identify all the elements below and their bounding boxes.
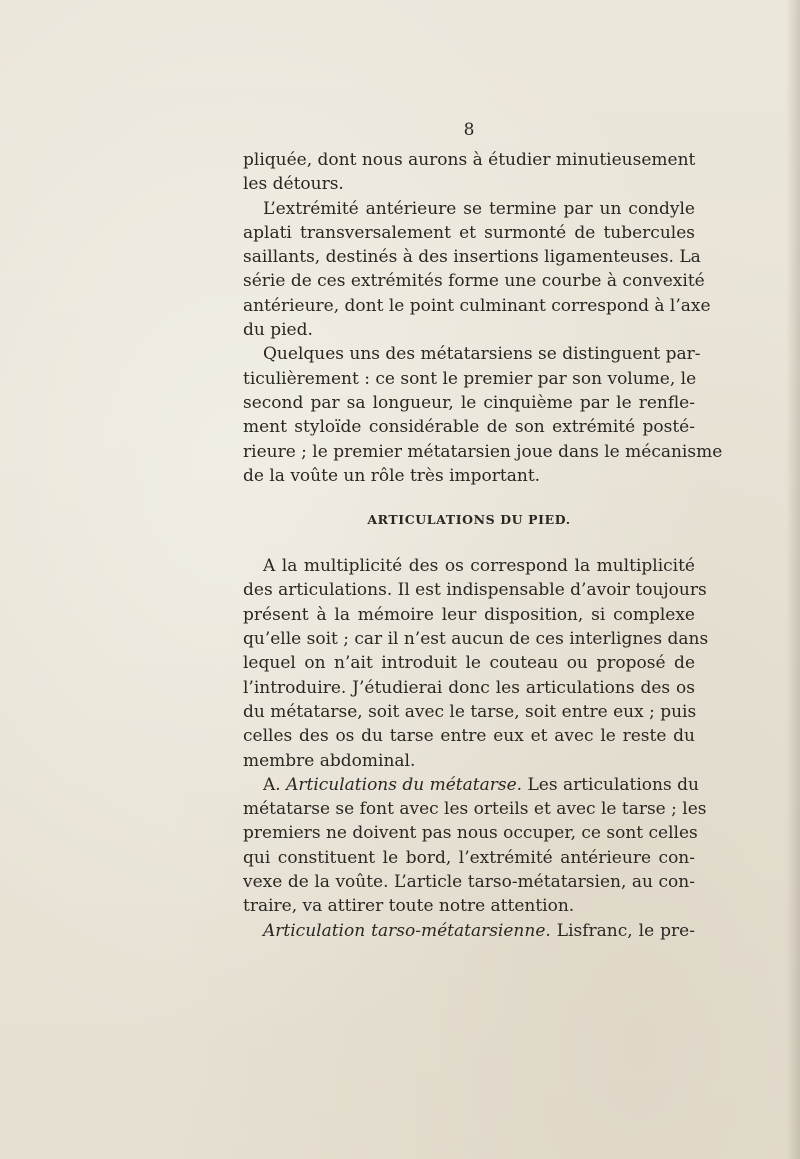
text-line: rieure ; le premier métatarsien joue dans le mécanisme xyxy=(243,441,723,462)
paragraph-4 xyxy=(243,554,709,773)
text-line: l’introduire. J’étudierai donc les articulations des os xyxy=(243,677,695,698)
subsection-title: Articulations du métatarse. xyxy=(286,774,523,795)
page-number: 8 xyxy=(463,120,475,140)
text-line: aplati transversalement et surmonté de tubercules xyxy=(243,222,695,243)
text-line: pliquée, dont nous aurons à étudier minutieusement xyxy=(243,150,696,170)
text-line: du métatarse, soit avec le tarse, soit entre eux ; puis xyxy=(243,701,697,722)
text-block xyxy=(243,118,723,943)
text-line: présent à la mémoire leur disposition, si complexe xyxy=(243,604,695,625)
text-line: A la multiplicité des os correspond la multiplicité xyxy=(263,556,695,577)
text-line: métatarse se font avec les orteils et avec le tarse ; les xyxy=(243,799,707,820)
paragraph-3 xyxy=(243,342,723,488)
text-line: les détours. xyxy=(243,174,344,195)
text-line: qu’elle soit ; car il n’est aucun de ces interlignes dans xyxy=(243,629,709,650)
text-line: premiers ne doivent pas nous occuper, ce sont celles xyxy=(243,823,698,844)
text-line: celles des os du tarse entre eux et avec le reste du xyxy=(243,726,695,747)
text-line: ment styloïde considérable de son extrémité posté- xyxy=(243,417,695,438)
paragraph-2 xyxy=(243,197,711,343)
text-line: lequel on n’ait introduit le couteau ou proposé de xyxy=(243,653,695,674)
section-letter: A. xyxy=(263,774,287,795)
text-run: Les articulations du xyxy=(522,774,699,795)
text-line: second par sa longueur, le cinquième par le renfle- xyxy=(243,392,695,413)
text-line: des articulations. Il est indispensable d’avoir toujours xyxy=(243,580,707,601)
text-run: Lisfranc, le pre- xyxy=(550,920,695,941)
page-edge-shadow xyxy=(786,0,800,1159)
text-line: antérieure, dont le point culminant correspond à l’axe xyxy=(243,295,711,316)
text-line xyxy=(243,773,699,797)
paragraph-6 xyxy=(243,919,695,943)
text-line xyxy=(243,919,695,943)
text-line: de la voûte un rôle très important. xyxy=(243,465,541,486)
text-line: série de ces extrémités forme une courbe à convexité xyxy=(243,271,705,292)
text-line: L’extrémité antérieure se termine par un condyle xyxy=(263,198,695,219)
paragraph-5 xyxy=(243,773,707,919)
text-line: traire, va attirer toute notre attention. xyxy=(243,896,575,917)
text-line: vexe de la voûte. L’article tarso-métatarsien, au con- xyxy=(243,872,695,893)
text-line: du pied. xyxy=(243,320,313,341)
paragraph-1 xyxy=(243,148,695,197)
section-heading: ARTICULATIONS DU PIED. xyxy=(367,512,571,528)
subsection-title: Articulation tarso-métatarsienne. xyxy=(263,920,551,941)
text-line: Quelques uns des métatarsiens se distinguent par- xyxy=(263,344,701,365)
text-line: qui constituent le bord, l’extrémité antérieure con- xyxy=(243,847,695,868)
text-line: membre abdominal. xyxy=(243,750,416,771)
text-line: ticulièrement : ce sont le premier par son volume, le xyxy=(243,368,697,389)
text-line: saillants, destinés à des insertions ligamenteuses. La xyxy=(243,247,701,268)
